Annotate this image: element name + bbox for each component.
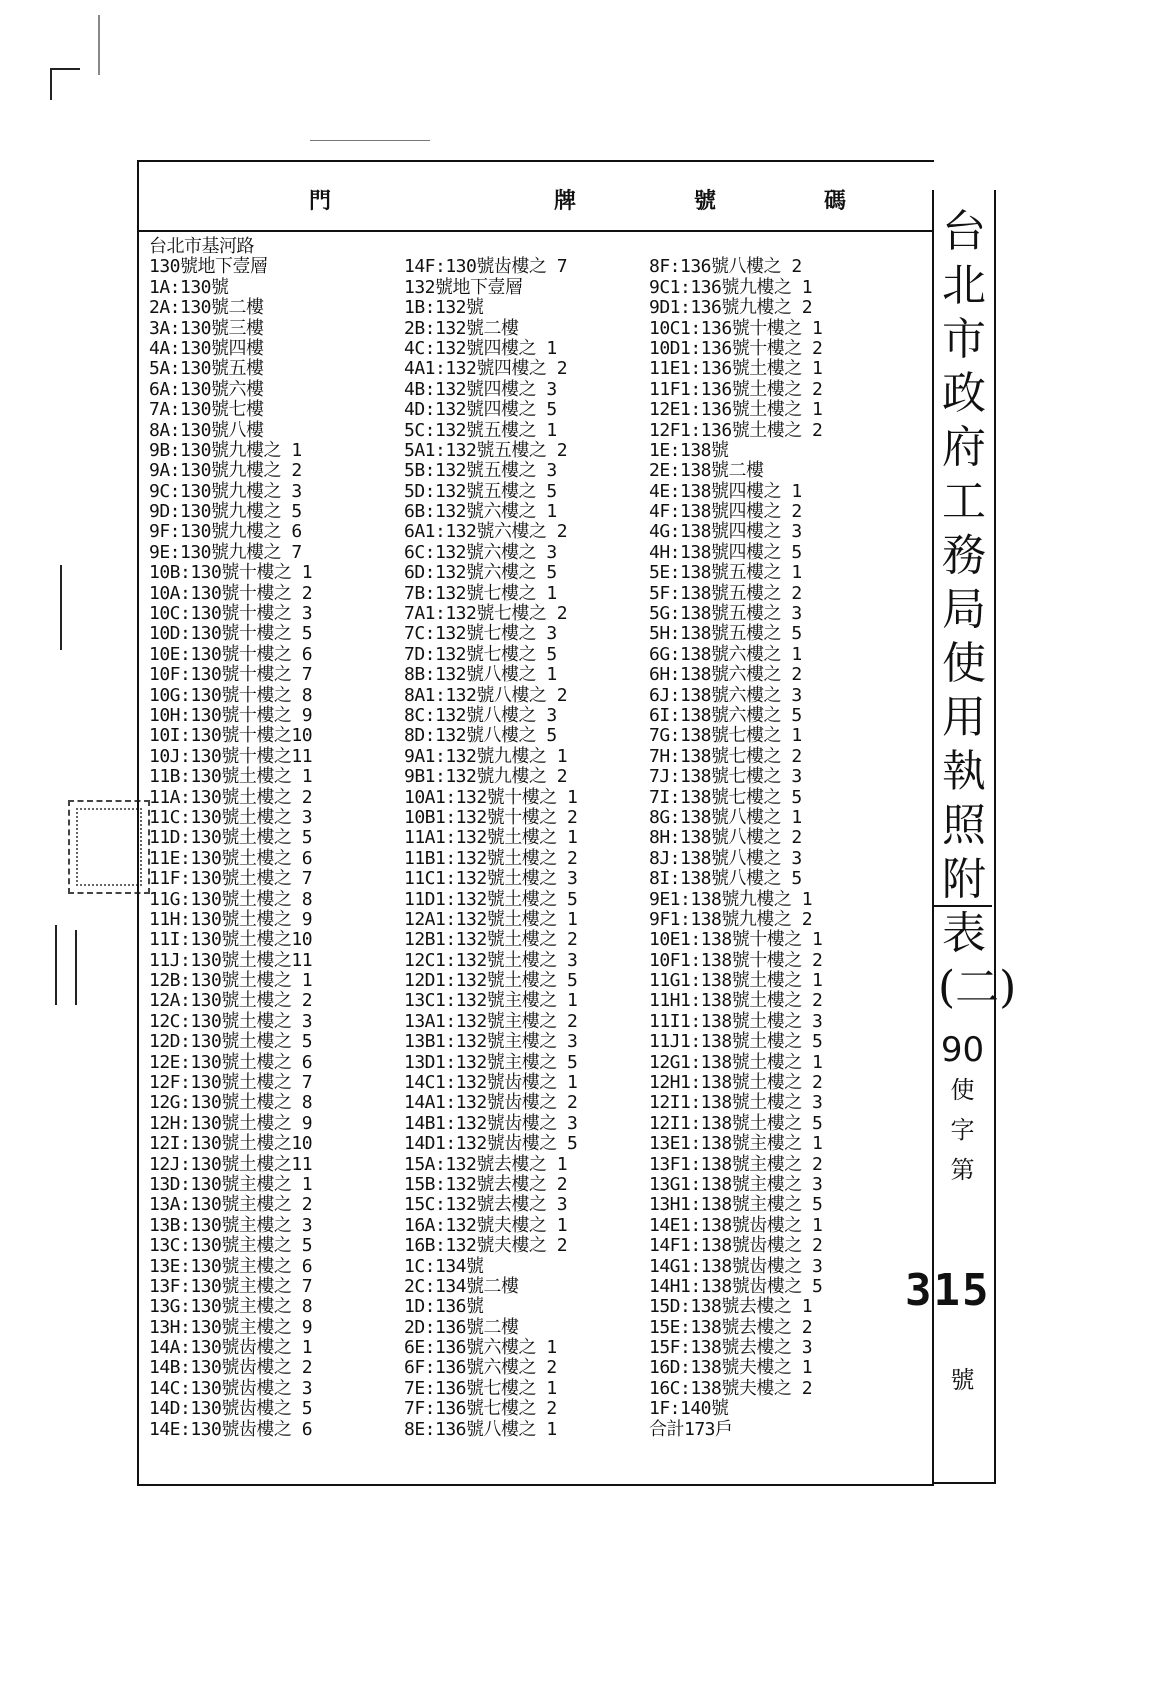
address-entry: 15D:138號去樓之 1 — [649, 1296, 813, 1318]
scan-mark — [98, 15, 100, 75]
address-entry: 台北市基河路 — [149, 236, 254, 257]
vertical-title — [938, 205, 1017, 1015]
address-entry: 9E:130號九樓之 7 — [149, 541, 302, 563]
address-entry: 10B1:132號十樓之 2 — [404, 806, 578, 828]
address-entry: 5H:138號五樓之 5 — [649, 623, 802, 645]
address-entry: 13A:130號主樓之 2 — [149, 1194, 313, 1216]
address-entry: 11C1:132號土樓之 3 — [404, 868, 578, 890]
address-entry: 132號地下壹層 — [404, 276, 523, 298]
address-entry: 14D:130號齿樓之 5 — [149, 1398, 313, 1420]
address-entry: 14D1:132號齿樓之 5 — [404, 1133, 578, 1155]
address-entry: 12G1:138號土樓之 1 — [649, 1051, 823, 1073]
address-entry: 9C1:136號九樓之 1 — [649, 276, 813, 298]
title-char: 府 — [942, 422, 986, 473]
address-entry: 7D:132號七樓之 5 — [404, 643, 557, 665]
address-table — [137, 160, 934, 1486]
title-char: 北 — [942, 260, 986, 311]
address-entry: 11J1:138號土樓之 5 — [649, 1031, 823, 1053]
address-entry: 13B1:132號主樓之 3 — [404, 1031, 578, 1053]
address-entry: 12E:130號土樓之 6 — [149, 1051, 313, 1073]
address-column-3 — [649, 237, 822, 1440]
header-char: 牌 — [554, 188, 577, 214]
address-entry: 5C:132號五樓之 1 — [404, 419, 557, 441]
address-entry: 10E:130號十樓之 6 — [149, 643, 313, 665]
address-entry: 10H:130號十樓之 9 — [149, 704, 313, 726]
address-entry: 12D:130號土樓之 5 — [149, 1031, 313, 1053]
address-entry: 5G:138號五樓之 3 — [649, 603, 802, 625]
address-entry: 6A1:132號六樓之 2 — [404, 521, 568, 543]
address-entry: 1C:134號 — [404, 1255, 484, 1277]
address-entry: 10I:130號十樓之10 — [149, 725, 313, 747]
header-char: 門 — [309, 188, 332, 214]
address-entry: 8B:132號八樓之 1 — [404, 664, 557, 686]
address-entry: 13F:130號主樓之 7 — [149, 1275, 313, 1297]
address-entry: 7A:130號七樓 — [149, 399, 264, 421]
address-entry: 11G:130號土樓之 8 — [149, 888, 313, 910]
table-header — [139, 162, 934, 232]
address-entry: 4E:138號四樓之 1 — [649, 480, 802, 502]
address-entry: 13B:130號主樓之 3 — [149, 1214, 313, 1236]
address-entry — [649, 237, 822, 257]
address-entry: 5A1:132號五樓之 2 — [404, 439, 568, 461]
address-entry: 1D:136號 — [404, 1296, 484, 1318]
address-entry: 14B:130號齿樓之 2 — [149, 1357, 313, 1379]
address-entry: 4F:138號四樓之 2 — [649, 501, 802, 523]
address-entry: 5F:138號五樓之 2 — [649, 582, 802, 604]
address-entry: 13G1:138號主樓之 3 — [649, 1173, 823, 1195]
address-entry: 15C:132號去樓之 3 — [404, 1194, 568, 1216]
address-entry: 7C:132號七樓之 3 — [404, 623, 557, 645]
address-entry: 130號地下壹層 — [149, 256, 268, 278]
address-entry: 12C:130號土樓之 3 — [149, 1010, 313, 1032]
address-entry: 3A:130號三樓 — [149, 317, 264, 339]
address-column-2 — [404, 237, 577, 1440]
address-column-1 — [149, 237, 312, 1440]
address-entry: 5B:132號五樓之 3 — [404, 460, 557, 482]
address-entry: 11D:130號土樓之 5 — [149, 827, 313, 849]
address-entry: 16A:132號夫樓之 1 — [404, 1214, 568, 1236]
title-char: 執 — [942, 746, 986, 797]
address-entry: 4A1:132號四樓之 2 — [404, 358, 568, 380]
address-entry: 13C1:132號主樓之 1 — [404, 990, 578, 1012]
address-entry: 9F:130號九樓之 6 — [149, 521, 302, 543]
address-entry: 12A:130號土樓之 2 — [149, 990, 313, 1012]
address-entry: 10J:130號十樓之11 — [149, 745, 313, 767]
address-entry: 12I1:138號土樓之 5 — [649, 1112, 823, 1134]
address-entry: 9B1:132號九樓之 2 — [404, 766, 568, 788]
address-entry: 12E1:136號土樓之 1 — [649, 399, 823, 421]
scan-mark — [55, 925, 57, 1005]
address-entry: 5A:130號五樓 — [149, 358, 264, 380]
address-entry: 11I1:138號土樓之 3 — [649, 1010, 823, 1032]
address-entry: 14E1:138號齿樓之 1 — [649, 1214, 823, 1236]
address-entry: 14F:130號齿樓之 7 — [404, 256, 568, 278]
title-char: 政 — [942, 368, 986, 419]
address-entry: 13A1:132號主樓之 2 — [404, 1010, 578, 1032]
address-entry: 7F:136號七樓之 2 — [404, 1398, 557, 1420]
address-entry: 10G:130號十樓之 8 — [149, 684, 313, 706]
address-entry: 2C:134號二樓 — [404, 1275, 519, 1297]
address-entry: 4H:138號四樓之 5 — [649, 541, 802, 563]
address-entry: 9D1:136號九樓之 2 — [649, 297, 813, 319]
address-entry: 8A:130號八樓 — [149, 419, 264, 441]
address-entry: 10D:130號十樓之 5 — [149, 623, 313, 645]
address-entry: 13G:130號主樓之 8 — [149, 1296, 313, 1318]
address-entry: 11H1:138號土樓之 2 — [649, 990, 823, 1012]
address-entry: 15E:138號去樓之 2 — [649, 1316, 813, 1338]
title-char: 市 — [942, 314, 986, 365]
permit-kind-char: 使 — [950, 1076, 975, 1104]
address-entry: 14E:130號齿樓之 6 — [149, 1418, 313, 1440]
address-entry: 9E1:138號九樓之 1 — [649, 888, 813, 910]
address-entry: 11F1:136號土樓之 2 — [649, 378, 823, 400]
address-entry: 12J:130號土樓之11 — [149, 1153, 313, 1175]
address-entry: 1E:138號 — [649, 439, 729, 461]
address-entry: 14A:130號齿樓之 1 — [149, 1337, 313, 1359]
permit-kind-char: 字 — [950, 1116, 975, 1144]
title-char: 使 — [942, 638, 986, 689]
address-entry: 6B:132號六樓之 1 — [404, 501, 557, 523]
title-char: 表 — [942, 908, 986, 959]
scan-mark — [50, 68, 80, 70]
title-char: 局 — [942, 584, 986, 635]
address-entry: 7I:138號七樓之 5 — [649, 786, 802, 808]
address-entry: 12H:130號土樓之 9 — [149, 1112, 313, 1134]
permit-year: 90 — [940, 1030, 985, 1070]
address-entry: 9B:130號九樓之 1 — [149, 439, 302, 461]
address-entry: 7B:132號七樓之 1 — [404, 582, 557, 604]
address-entry: 13D1:132號主樓之 5 — [404, 1051, 578, 1073]
address-entry: 13E1:138號主樓之 1 — [649, 1133, 823, 1155]
address-entry: 13D:130號主樓之 1 — [149, 1173, 313, 1195]
address-entry — [404, 237, 577, 257]
scan-mark — [50, 70, 52, 100]
address-entry: 12F1:136號土樓之 2 — [649, 419, 823, 441]
address-entry: 6J:138號六樓之 3 — [649, 684, 802, 706]
address-entry: 6H:138號六樓之 2 — [649, 664, 802, 686]
address-entry: 12C1:132號土樓之 3 — [404, 949, 578, 971]
address-entry: 11F:130號土樓之 7 — [149, 868, 313, 890]
address-entry: 14F1:138號齿樓之 2 — [649, 1235, 823, 1257]
address-entry: 6D:132號六樓之 5 — [404, 562, 557, 584]
address-entry: 8H:138號八樓之 2 — [649, 827, 802, 849]
title-char: 用 — [942, 692, 986, 743]
address-entry: 4A:130號四樓 — [149, 337, 264, 359]
address-entry: 12I:130號土樓之10 — [149, 1133, 313, 1155]
address-entry: 11B:130號土樓之 1 — [149, 766, 313, 788]
scan-mark — [60, 565, 62, 650]
address-entry: 11G1:138號土樓之 1 — [649, 970, 823, 992]
seal-inner — [76, 808, 142, 886]
header-char: 碼 — [824, 188, 847, 214]
address-entry: 14G1:138號齿樓之 3 — [649, 1255, 823, 1277]
address-entry: 14H1:138號齿樓之 5 — [649, 1275, 823, 1297]
address-entry: 5E:138號五樓之 1 — [649, 562, 802, 584]
address-entry: 1F:140號 — [649, 1398, 729, 1420]
address-entry: 9A1:132號九樓之 1 — [404, 745, 568, 767]
address-entry: 2B:132號二樓 — [404, 317, 519, 339]
address-entry: 1B:132號 — [404, 297, 484, 319]
address-entry: 11J:130號土樓之11 — [149, 949, 313, 971]
address-entry: 10B:130號十樓之 1 — [149, 562, 313, 584]
address-entry: 13E:130號主樓之 6 — [149, 1255, 313, 1277]
address-entry: 16C:138號夫樓之 2 — [649, 1377, 813, 1399]
address-entry: 14C1:132號齿樓之 1 — [404, 1072, 578, 1094]
address-entry: 6A:130號六樓 — [149, 378, 264, 400]
address-entry: 7H:138號七樓之 2 — [649, 745, 802, 767]
address-entry: 6E:136號六樓之 1 — [404, 1337, 557, 1359]
address-columns — [149, 237, 929, 1477]
title-char: 附 — [942, 854, 986, 905]
address-entry: 4C:132號四樓之 1 — [404, 337, 557, 359]
address-entry: 2D:136號二樓 — [404, 1316, 519, 1338]
address-entry: 13C:130號主樓之 5 — [149, 1235, 313, 1257]
address-entry: 7G:138號七樓之 1 — [649, 725, 802, 747]
permit-kind — [935, 1070, 990, 1190]
permit-suffix: 號 — [950, 1366, 975, 1394]
address-entry: 12H1:138號土樓之 2 — [649, 1072, 823, 1094]
title-char: 工 — [942, 476, 986, 527]
address-entry: 10A:130號十樓之 2 — [149, 582, 313, 604]
address-entry: 10D1:136號十樓之 2 — [649, 337, 823, 359]
address-entry: 8A1:132號八樓之 2 — [404, 684, 568, 706]
address-entry: 9A:130號九樓之 2 — [149, 460, 302, 482]
address-entry: 5D:132號五樓之 5 — [404, 480, 557, 502]
address-entry: 2E:138號二樓 — [649, 460, 764, 482]
address-entry: 8C:132號八樓之 3 — [404, 704, 557, 726]
address-entry: 14A1:132號齿樓之 2 — [404, 1092, 578, 1114]
address-entry: 11C:130號土樓之 3 — [149, 806, 313, 828]
address-entry: 10A1:132號十樓之 1 — [404, 786, 578, 808]
title-char: 台 — [942, 206, 986, 257]
address-entry: 9F1:138號九樓之 2 — [649, 908, 813, 930]
address-entry: 合計173戶 — [649, 1418, 733, 1440]
address-entry: 2A:130號二樓 — [149, 297, 264, 319]
title-char: 照 — [942, 800, 986, 851]
address-entry: 12B1:132號土樓之 2 — [404, 929, 578, 951]
address-entry: 13H:130號主樓之 9 — [149, 1316, 313, 1338]
address-entry: 13F1:138號主樓之 2 — [649, 1153, 823, 1175]
address-entry: 4D:132號四樓之 5 — [404, 399, 557, 421]
title-char: 務 — [942, 530, 986, 581]
address-entry: 8E:136號八樓之 1 — [404, 1418, 557, 1440]
permit-kind-char: 第 — [950, 1156, 975, 1184]
address-entry: 10C1:136號十樓之 1 — [649, 317, 823, 339]
address-entry: 11D1:132號土樓之 5 — [404, 888, 578, 910]
title-char: (二) — [938, 962, 1017, 1013]
address-entry: 9C:130號九樓之 3 — [149, 480, 302, 502]
address-entry: 11A:130號土樓之 2 — [149, 786, 313, 808]
address-entry: 16D:138號夫樓之 1 — [649, 1357, 813, 1379]
address-entry: 8F:136號八樓之 2 — [649, 256, 802, 278]
address-entry: 4B:132號四樓之 3 — [404, 378, 557, 400]
address-entry: 14C:130號齿樓之 3 — [149, 1377, 313, 1399]
address-entry: 11E1:136號土樓之 1 — [649, 358, 823, 380]
address-entry: 7A1:132號七樓之 2 — [404, 603, 568, 625]
address-entry: 6I:138號六樓之 5 — [649, 704, 802, 726]
scan-mark — [75, 930, 77, 1005]
address-entry: 9D:130號九樓之 5 — [149, 501, 302, 523]
header-char: 號 — [694, 188, 717, 214]
address-entry: 11E:130號土樓之 6 — [149, 847, 313, 869]
address-entry: 12D1:132號土樓之 5 — [404, 970, 578, 992]
address-entry: 10E1:138號十樓之 1 — [649, 929, 823, 951]
address-entry: 10C:130號十樓之 3 — [149, 603, 313, 625]
address-entry: 13H1:138號主樓之 5 — [649, 1194, 823, 1216]
address-entry: 14B1:132號齿樓之 3 — [404, 1112, 578, 1134]
address-entry: 10F:130號十樓之 7 — [149, 664, 313, 686]
address-entry: 6G:138號六樓之 1 — [649, 643, 802, 665]
permit-number: 315 — [905, 1265, 991, 1316]
address-entry: 7E:136號七樓之 1 — [404, 1377, 557, 1399]
scan-mark — [310, 140, 430, 141]
address-entry: 12F:130號土樓之 7 — [149, 1072, 313, 1094]
address-entry: 8J:138號八樓之 3 — [649, 847, 802, 869]
address-entry: 8D:132號八樓之 5 — [404, 725, 557, 747]
address-entry: 1A:130號 — [149, 276, 229, 298]
address-entry: 8G:138號八樓之 1 — [649, 806, 802, 828]
address-entry: 12B:130號土樓之 1 — [149, 970, 313, 992]
address-entry: 11I:130號土樓之10 — [149, 929, 313, 951]
address-entry: 15B:132號去樓之 2 — [404, 1173, 568, 1195]
address-entry: 11A1:132號土樓之 1 — [404, 827, 578, 849]
address-entry: 7J:138號七樓之 3 — [649, 766, 802, 788]
address-entry: 12G:130號土樓之 8 — [149, 1092, 313, 1114]
address-entry: 15A:132號去樓之 1 — [404, 1153, 568, 1175]
address-entry: 8I:138號八樓之 5 — [649, 868, 802, 890]
address-entry: 10F1:138號十樓之 2 — [649, 949, 823, 971]
address-entry: 11B1:132號土樓之 2 — [404, 847, 578, 869]
address-entry: 12A1:132號土樓之 1 — [404, 908, 578, 930]
address-entry: 11H:130號土樓之 9 — [149, 908, 313, 930]
address-entry: 16B:132號夫樓之 2 — [404, 1235, 568, 1257]
address-entry: 4G:138號四樓之 3 — [649, 521, 802, 543]
address-entry: 12I1:138號土樓之 3 — [649, 1092, 823, 1114]
address-entry: 6F:136號六樓之 2 — [404, 1357, 557, 1379]
address-entry: 15F:138號去樓之 3 — [649, 1337, 813, 1359]
address-entry: 6C:132號六樓之 3 — [404, 541, 557, 563]
